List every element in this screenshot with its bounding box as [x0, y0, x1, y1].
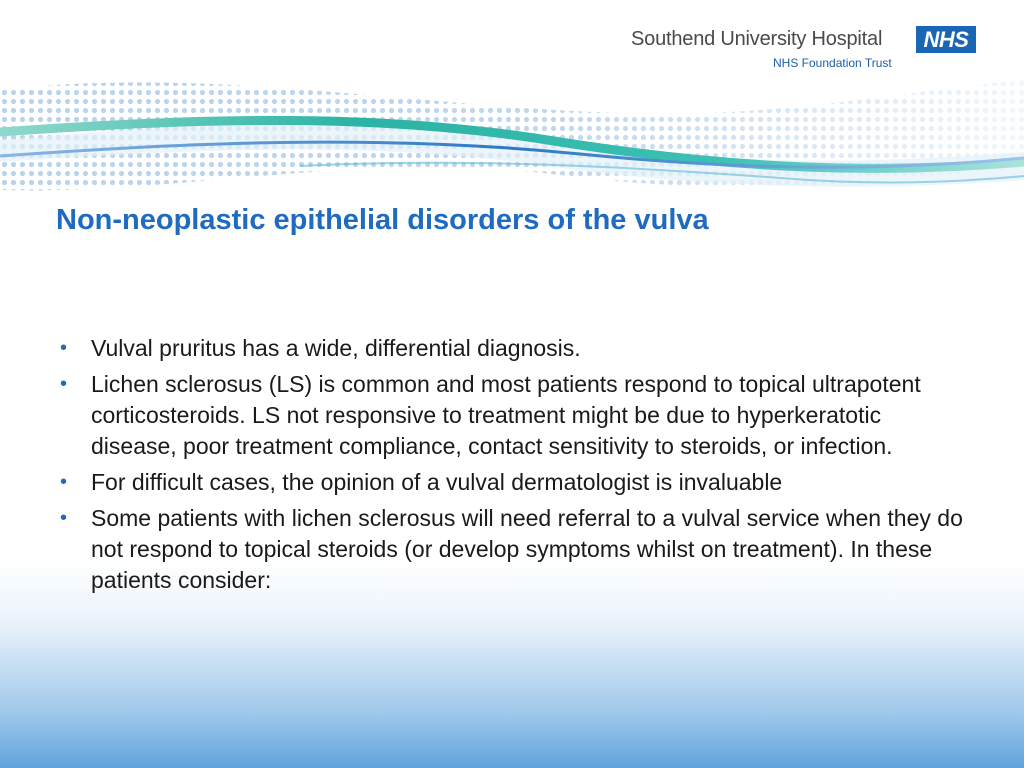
bullet-text: Lichen sclerosus (LS) is common and most patients respond to topical ultrapotent corticosteroids. LS not responsive to treatment might be due to hyperkeratotic disease, poor treatment compliance, contact sensitivity to steroids, or infection. [91, 371, 921, 459]
bullet-text: For difficult cases, the opinion of a vulval dermatologist is invaluable [91, 469, 783, 495]
bullet-icon: • [60, 471, 68, 493]
slide-title: Non-neoplastic epithelial disorders of the vulva [56, 204, 709, 236]
hospital-logo [631, 26, 976, 72]
hospital-name: Southend University Hospital [631, 28, 883, 50]
bullet-icon: • [60, 373, 68, 395]
bullet-icon: • [60, 337, 68, 359]
decorative-wave-band [0, 70, 1024, 220]
nhs-badge: NHS [916, 26, 976, 53]
bullet-item [60, 503, 970, 596]
trust-name: NHS Foundation Trust [773, 56, 892, 70]
bullet-text: Vulval pruritus has a wide, differential diagnosis. [91, 335, 581, 361]
bullet-item [60, 333, 970, 364]
bullet-text: Some patients with lichen sclerosus will need referral to a vulval service when they do not respond to topical steroids (or develop symptoms whilst on treatment). In these patients consider: [91, 505, 963, 593]
bullet-list [60, 333, 970, 601]
bullet-item [60, 369, 970, 462]
bullet-item [60, 467, 970, 498]
bullet-icon: • [60, 507, 68, 529]
